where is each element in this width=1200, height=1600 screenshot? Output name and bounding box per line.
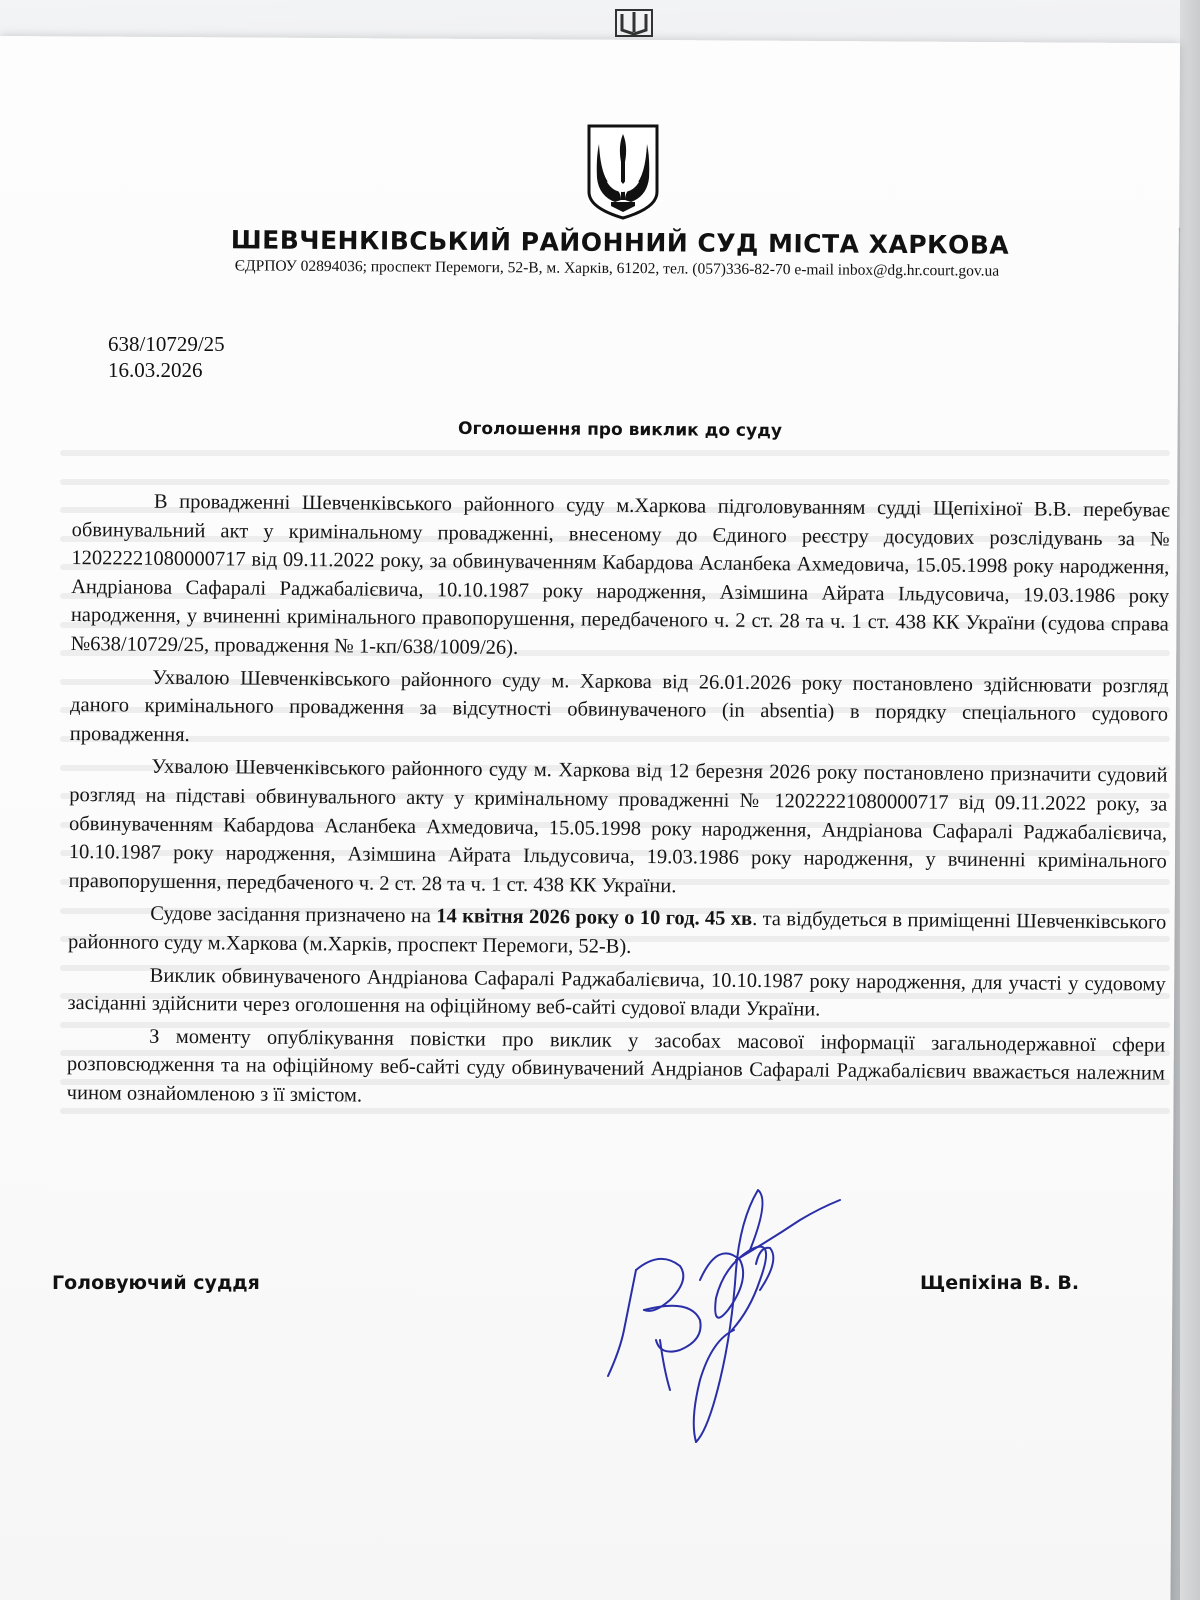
court-contacts: ЄДРПОУ 02894036; проспект Перемоги, 52-В, м. Харків, 61202, тел. (057)336-82-70 e-mail inbox@dg.hr.court.gov.ua	[234, 257, 1000, 280]
hearing-date: 14 квітня 2026 року о 10 год. 45 хв	[436, 905, 753, 931]
court-name: ШЕВЧЕНКІВСЬКИЙ РАЙОННИЙ СУД МІСТА ХАРКОВА	[230, 225, 1010, 260]
desk-edge	[1180, 0, 1200, 1600]
trident-icon	[585, 122, 661, 222]
background-trident-icon	[612, 4, 656, 38]
paragraph-proceedings: В провадженні Шевченківського районного суду м.Харкова підголовуванням судді Щепіхіної В.В. перебуває обвинувальний акт у кримінальному провадженні, внесеному до Єдиного реєстру досудових розслідувань за № 12022221080000717 від 09.11.2022 року, за обвинуваченням Кабардова Асланбека Ахмедовича, 15.05.1998 року народження, Андріанова Сафаралі Раджабалієвича, 10.10.1987 року народження, Азімшина Айрата Ільдусовича, 19.03.1986 року народження, у вчиненні кримінального правопорушення, передбаченого ч. 2 ст. 28 та ч. 1 ст. 438 КК України (судова справа №638/10729/25, провадження № 1-кп/638/1009/26).	[70, 490, 1170, 659]
hearing-date-suffix: . та відбудеться в приміщенні Шевченківського районного суду м.Харкова (м.Харків, проспект Перемоги, 52-В).	[67, 908, 1167, 958]
document-body	[67, 487, 1170, 1121]
document-date: 16.03.2026	[108, 358, 203, 382]
document-title: Оголошення про виклик до суду	[457, 418, 783, 442]
case-number: 638/10729/25	[108, 332, 225, 356]
paragraph-publication: З моменту опублікування повістки про виклик у засобах масової інформації загальнодержавної сфери розповсюдження та на офіційному веб-сайті суду обвинувачений Андріанов Сафаралі Раджабалієвич вважається належним чином ознайомленою з її змістом.	[66, 1025, 1166, 1107]
paragraph-summons: Виклик обвинуваченого Андріанова Сафаралі Раджабалієвича, 10.10.1987 року народження, для участі у судовому засіданні здійснити через оголошення на офіційному веб-сайті судової влади України.	[67, 964, 1166, 1021]
paragraph-trial-scheduled: Ухвалою Шевченківського районного суду м. Харкова від 12 березня 2026 року постановлено призначити судовий розгляд на підставі обвинувального акту у кримінальному провадженні № 12022221080000717 від 09.11.2022 року, за обвинуваченням Кабардова Асланбека Ахмедовича, 15.05.1998 року народження, Андріанова Сафаралі Раджабалієвича, 10.10.1987 року народження, Азімшина Айрата Ільдусовича, 19.03.1986 року народження, у вчиненні кримінального правопорушення, передбаченого ч. 2 ст. 28 та ч. 1 ст. 438 КК України.	[68, 756, 1168, 898]
hearing-date-prefix: Судове засідання призначено на	[150, 903, 437, 928]
paragraph-in-absentia: Ухвалою Шевченківського районного суду м. Харкова від 26.01.2026 року постановлено здійснювати розгляд даного кримінального провадження за відсутності обвинуваченого (in absentia) в порядку спеціального судового провадження.	[69, 666, 1169, 746]
presiding-judge-label: Головуючий суддя	[52, 1272, 260, 1294]
paragraph-hearing-date	[68, 899, 1166, 966]
judge-name: Щепіхіна В. В.	[920, 1272, 1080, 1294]
handwritten-signature	[600, 1180, 860, 1460]
